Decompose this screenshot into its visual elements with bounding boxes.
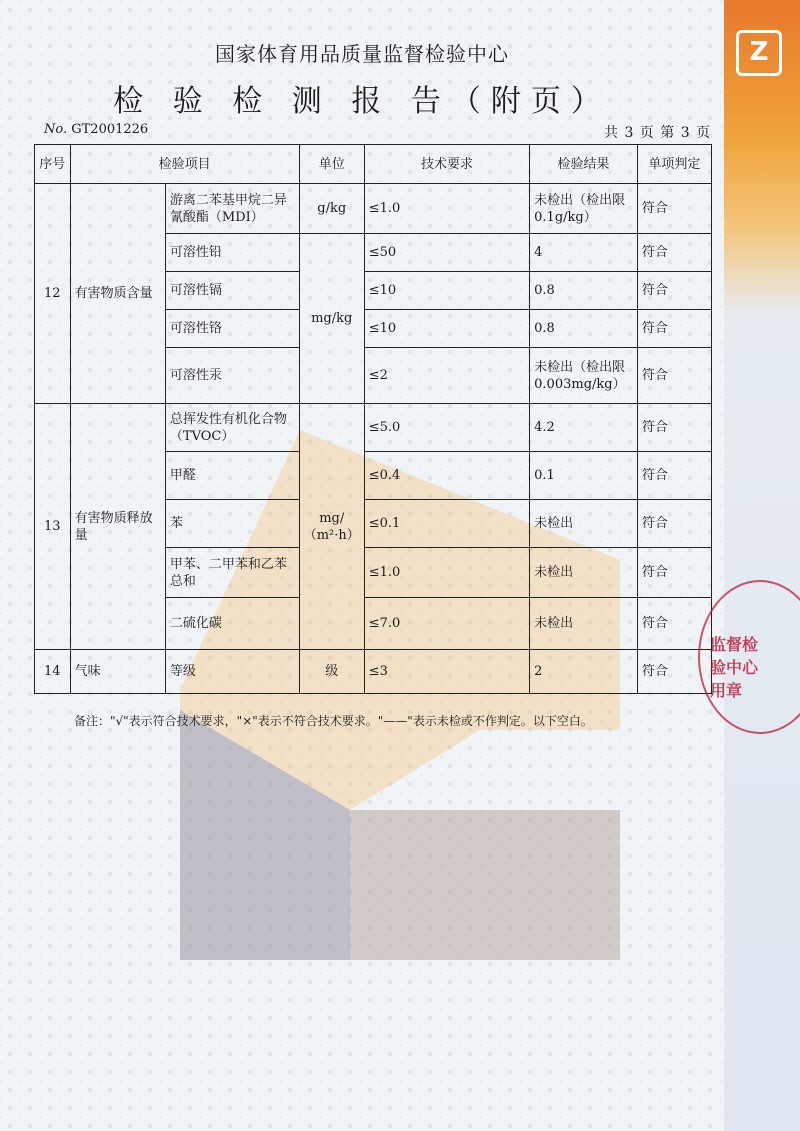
group-number: 13	[35, 404, 71, 650]
judgement-cell: 符合	[637, 348, 711, 404]
group-number: 14	[35, 650, 71, 694]
result-cell: 4.2	[530, 404, 638, 452]
stamp-text: 监督检验中心 用章	[710, 635, 759, 700]
item-name: 甲醛	[165, 452, 299, 500]
item-name: 苯	[165, 500, 299, 548]
requirement-cell: ≤10	[364, 310, 529, 348]
footer-note: 备注："√"表示符合技术要求，"×"表示不符合技术要求。"——"表示未检或不作判定。以下空白。	[74, 714, 593, 728]
requirement-cell: ≤5.0	[364, 404, 529, 452]
judgement-cell: 符合	[637, 548, 711, 598]
unit-cell: g/kg	[299, 184, 364, 234]
result-cell: 未检出	[530, 598, 638, 650]
judgement-cell: 符合	[637, 500, 711, 548]
requirement-cell: ≤1.0	[364, 548, 529, 598]
result-cell: 4	[530, 234, 638, 272]
report-title: 检 验 检 测 报 告（附页）	[113, 84, 611, 119]
table-row	[35, 650, 712, 694]
table-row	[35, 404, 712, 452]
report-number-value: GT2001226	[71, 122, 149, 137]
result-cell: 未检出（检出限0.1g/kg）	[530, 184, 638, 234]
requirement-cell: ≤0.1	[364, 500, 529, 548]
judgement-cell: 符合	[637, 650, 711, 694]
judgement-cell: 符合	[637, 598, 711, 650]
unit-cell: 级	[299, 650, 364, 694]
unit-cell: mg/kg	[299, 234, 364, 404]
table-row	[35, 184, 712, 234]
group-number: 12	[35, 184, 71, 404]
requirement-cell: ≤1.0	[364, 184, 529, 234]
requirement-cell: ≤7.0	[364, 598, 529, 650]
item-name: 可溶性铬	[165, 310, 299, 348]
item-name: 甲苯、二甲苯和乙苯总和	[165, 548, 299, 598]
requirement-cell: ≤0.4	[364, 452, 529, 500]
header-requirement: 技术要求	[364, 145, 529, 184]
requirement-cell: ≤50	[364, 234, 529, 272]
result-cell: 2	[530, 650, 638, 694]
header-result: 检验结果	[530, 145, 638, 184]
item-name: 可溶性汞	[165, 348, 299, 404]
item-name: 游离二苯基甲烷二异氰酸酯（MDI）	[165, 184, 299, 234]
requirement-cell: ≤2	[364, 348, 529, 404]
result-cell: 未检出	[530, 500, 638, 548]
judgement-cell: 符合	[637, 184, 711, 234]
results-table	[34, 144, 712, 694]
result-cell: 0.1	[530, 452, 638, 500]
result-cell: 0.8	[530, 310, 638, 348]
unit-cell: mg/（m²·h）	[299, 404, 364, 650]
group-category: 有害物质含量	[70, 184, 165, 404]
group-category: 有害物质释放量	[70, 404, 165, 650]
judgement-cell: 符合	[637, 452, 711, 500]
group-category: 气味	[70, 650, 165, 694]
report-number-prefix: No.	[44, 122, 68, 137]
requirement-cell: ≤10	[364, 272, 529, 310]
item-name: 可溶性铅	[165, 234, 299, 272]
item-name: 二硫化碳	[165, 598, 299, 650]
judgement-cell: 符合	[637, 310, 711, 348]
item-name: 可溶性镉	[165, 272, 299, 310]
judgement-cell: 符合	[637, 234, 711, 272]
right-decorative-strip	[724, 0, 800, 1131]
header-item: 检验项目	[70, 145, 299, 184]
result-cell: 未检出（检出限0.003mg/kg）	[530, 348, 638, 404]
result-cell: 未检出	[530, 548, 638, 598]
page-info: 共 3 页 第 3 页	[604, 125, 712, 141]
result-cell: 0.8	[530, 272, 638, 310]
header-no: 序号	[35, 145, 71, 184]
requirement-cell: ≤3	[364, 650, 529, 694]
square-logo-icon: Z	[736, 30, 782, 76]
header-unit: 单位	[299, 145, 364, 184]
judgement-cell: 符合	[637, 272, 711, 310]
item-name: 等级	[165, 650, 299, 694]
item-name: 总挥发性有机化合物（TVOC）	[165, 404, 299, 452]
table-header-row	[35, 145, 712, 184]
header-judgement: 单项判定	[637, 145, 711, 184]
institution-name: 国家体育用品质量监督检验中心	[215, 42, 509, 66]
report-number	[44, 122, 148, 137]
judgement-cell: 符合	[637, 404, 711, 452]
